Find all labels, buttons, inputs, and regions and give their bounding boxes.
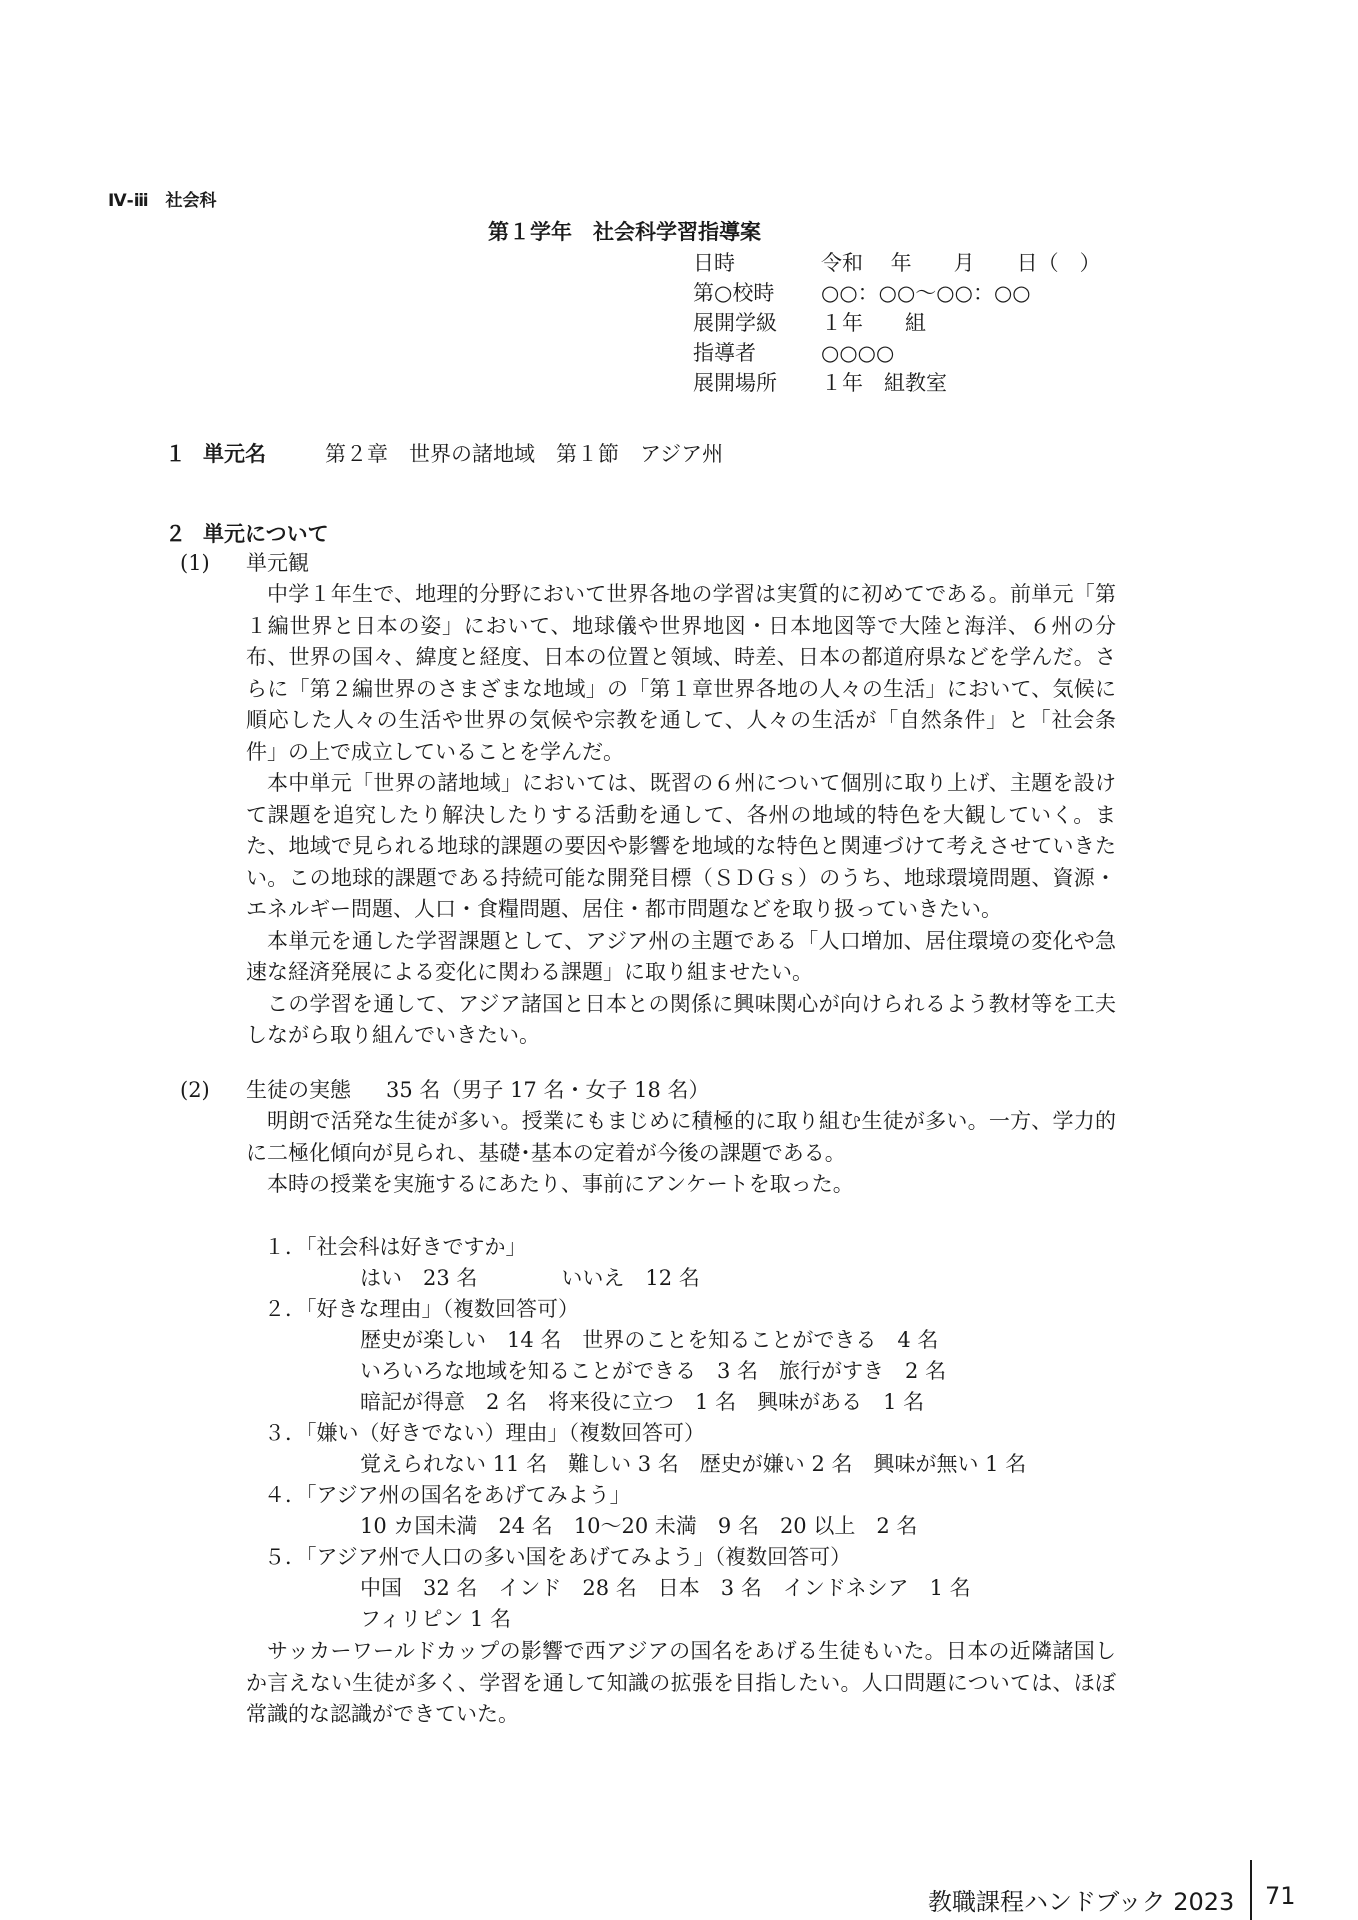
lesson-info bbox=[693, 248, 1101, 398]
info-row-place bbox=[693, 368, 1101, 398]
info-value: １年 組教室 bbox=[821, 371, 947, 395]
footer-divider bbox=[1250, 1860, 1252, 1920]
paragraph: サッカーワールドカップの影響で西アジアの国名をあげる生徒もいた。日本の近隣諸国しか言えない生徒が多く、学習を通して知識の拡張を目指したい。人口問題については、ほぼ常識的な認識ができていた。 bbox=[246, 1639, 1116, 1726]
section-title: 単元について bbox=[203, 522, 329, 546]
subsection-number: (1) bbox=[180, 551, 210, 575]
paragraph: この学習を通して、アジア諸国と日本との関係に興味関心が向けられるよう教材等を工夫しながら取り組んでいきたい。 bbox=[246, 991, 1116, 1047]
survey-answer: フィリピン 1 名 bbox=[360, 1607, 512, 1631]
survey-answer: 歴史が楽しい 14 名 世界のことを知ることができる 4 名 bbox=[360, 1328, 939, 1352]
subsection-heading bbox=[180, 1075, 710, 1107]
survey-answer: 覚えられない 11 名 難しい 3 名 歴史が嫌い 2 名 興味が無い 1 名 bbox=[360, 1452, 1027, 1476]
student-text bbox=[246, 1106, 1116, 1201]
section-number: ２ bbox=[165, 522, 186, 546]
paragraph: 本時の授業を実施するにあたり、事前にアンケートを取った。 bbox=[267, 1172, 854, 1196]
survey-comment bbox=[246, 1636, 1116, 1731]
subsection-heading bbox=[180, 548, 309, 580]
info-label: 展開場所 bbox=[693, 371, 777, 395]
section-heading bbox=[165, 518, 329, 548]
info-value: 令和 年 月 日（ ） bbox=[821, 251, 1101, 275]
info-value: ○○：○○～○○：○○ bbox=[821, 281, 1031, 305]
student-count: 35 名（男子 17 名・女子 18 名） bbox=[386, 1078, 710, 1102]
info-label: 第○校時 bbox=[693, 281, 775, 305]
survey-question: １．「社会科は好きですか」 bbox=[264, 1235, 527, 1259]
paragraph: 中学１年生で、地理的分野において世界各地の学習は実質的に初めてである。前単元「第１編世界と日本の姿」において、地球儀や世界地図・日本地図等で大陸と海洋、６州の分布、世界の国々、緯度と経度、日本の位置と領域、時差、日本の都道府県などを学んだ。さらに「第２編世界のさまざまな地域」の「第１章世界各地の人々の生活」において、気候に順応した人々の生活や世界の気候や宗教を通して、人々の生活が「自然条件」と「社会条件」の上で成立していることを学んだ。 bbox=[246, 582, 1116, 764]
unit-name-heading bbox=[165, 438, 723, 468]
paragraph: 本中単元「世界の諸地域」においては、既習の６州について個別に取り上げ、主題を設けて課題を追究したり解決したりする活動を通して、各州の地域的特色を大観していく。また、地域で見られる地球的課題の要因や影響を地域的な特色と関連づけて考えさせていきたい。この地球的課題である持続可能な開発目標（ＳＤＧｓ）のうち、地球環境問題、資源・エネルギー問題、人口・食糧問題、居住・都市問題などを取り扱っていきたい。 bbox=[246, 771, 1116, 921]
info-row-period bbox=[693, 278, 1101, 308]
paragraph: 本単元を通した学習課題として、アジア州の主題である「人口増加、居住環境の変化や急速な経済発展による変化に関わる課題」に取り組ませたい。 bbox=[246, 928, 1116, 984]
section-label: Ⅳ-ⅲ 社会科 bbox=[108, 191, 217, 211]
subsection-title: 単元観 bbox=[246, 551, 309, 575]
info-row-date bbox=[693, 248, 1101, 278]
unit-name-label: 単元名 bbox=[203, 442, 266, 466]
footer-book-title: 教職課程ハンドブック 2023 bbox=[928, 1888, 1235, 1916]
info-label: 展開学級 bbox=[693, 311, 777, 335]
info-row-class bbox=[693, 308, 1101, 338]
survey-answer: いろいろな地域を知ることができる 3 名 旅行がすき 2 名 bbox=[360, 1359, 947, 1383]
unit-name-value: 第２章 世界の諸地域 第１節 アジア州 bbox=[325, 442, 724, 466]
subsection-number: (2) bbox=[180, 1078, 210, 1102]
info-value: １年 組 bbox=[821, 311, 926, 335]
survey-question: ４．「アジア州の国名をあげてみよう」 bbox=[264, 1483, 631, 1507]
survey-answer: 10 カ国未満 24 名 10～20 未満 9 名 20 以上 2 名 bbox=[360, 1514, 918, 1538]
document-title: 第１学年 社会科学習指導案 bbox=[488, 220, 761, 244]
section-number: １ bbox=[165, 442, 186, 466]
survey-answer: 中国 32 名 インド 28 名 日本 3 名 インドネシア 1 名 bbox=[360, 1576, 971, 1600]
paragraph: 明朗で活発な生徒が多い。授業にもまじめに積極的に取り組む生徒が多い。一方、学力的に二極化傾向が見られ、基礎･基本の定着が今後の課題である。 bbox=[246, 1109, 1116, 1165]
survey-answer: 暗記が得意 2 名 将来役に立つ 1 名 興味がある 1 名 bbox=[360, 1390, 925, 1414]
survey-question: ３．「嫌い（好きでない）理由」（複数回答可） bbox=[264, 1421, 705, 1445]
subsection-title: 生徒の実態 bbox=[246, 1078, 351, 1102]
survey-question: ２．「好きな理由」（複数回答可） bbox=[264, 1297, 579, 1321]
survey-answer: はい 23 名 いいえ 12 名 bbox=[360, 1266, 700, 1290]
info-label: 指導者 bbox=[693, 341, 756, 365]
page-number: 71 bbox=[1265, 1882, 1296, 1910]
info-row-teacher bbox=[693, 338, 1101, 368]
info-label: 日時 bbox=[693, 251, 735, 275]
survey-question: ５．「アジア州で人口の多い国をあげてみよう」（複数回答可） bbox=[264, 1545, 852, 1569]
info-value: ○○○○ bbox=[821, 341, 895, 365]
unit-view-text bbox=[246, 579, 1116, 1052]
